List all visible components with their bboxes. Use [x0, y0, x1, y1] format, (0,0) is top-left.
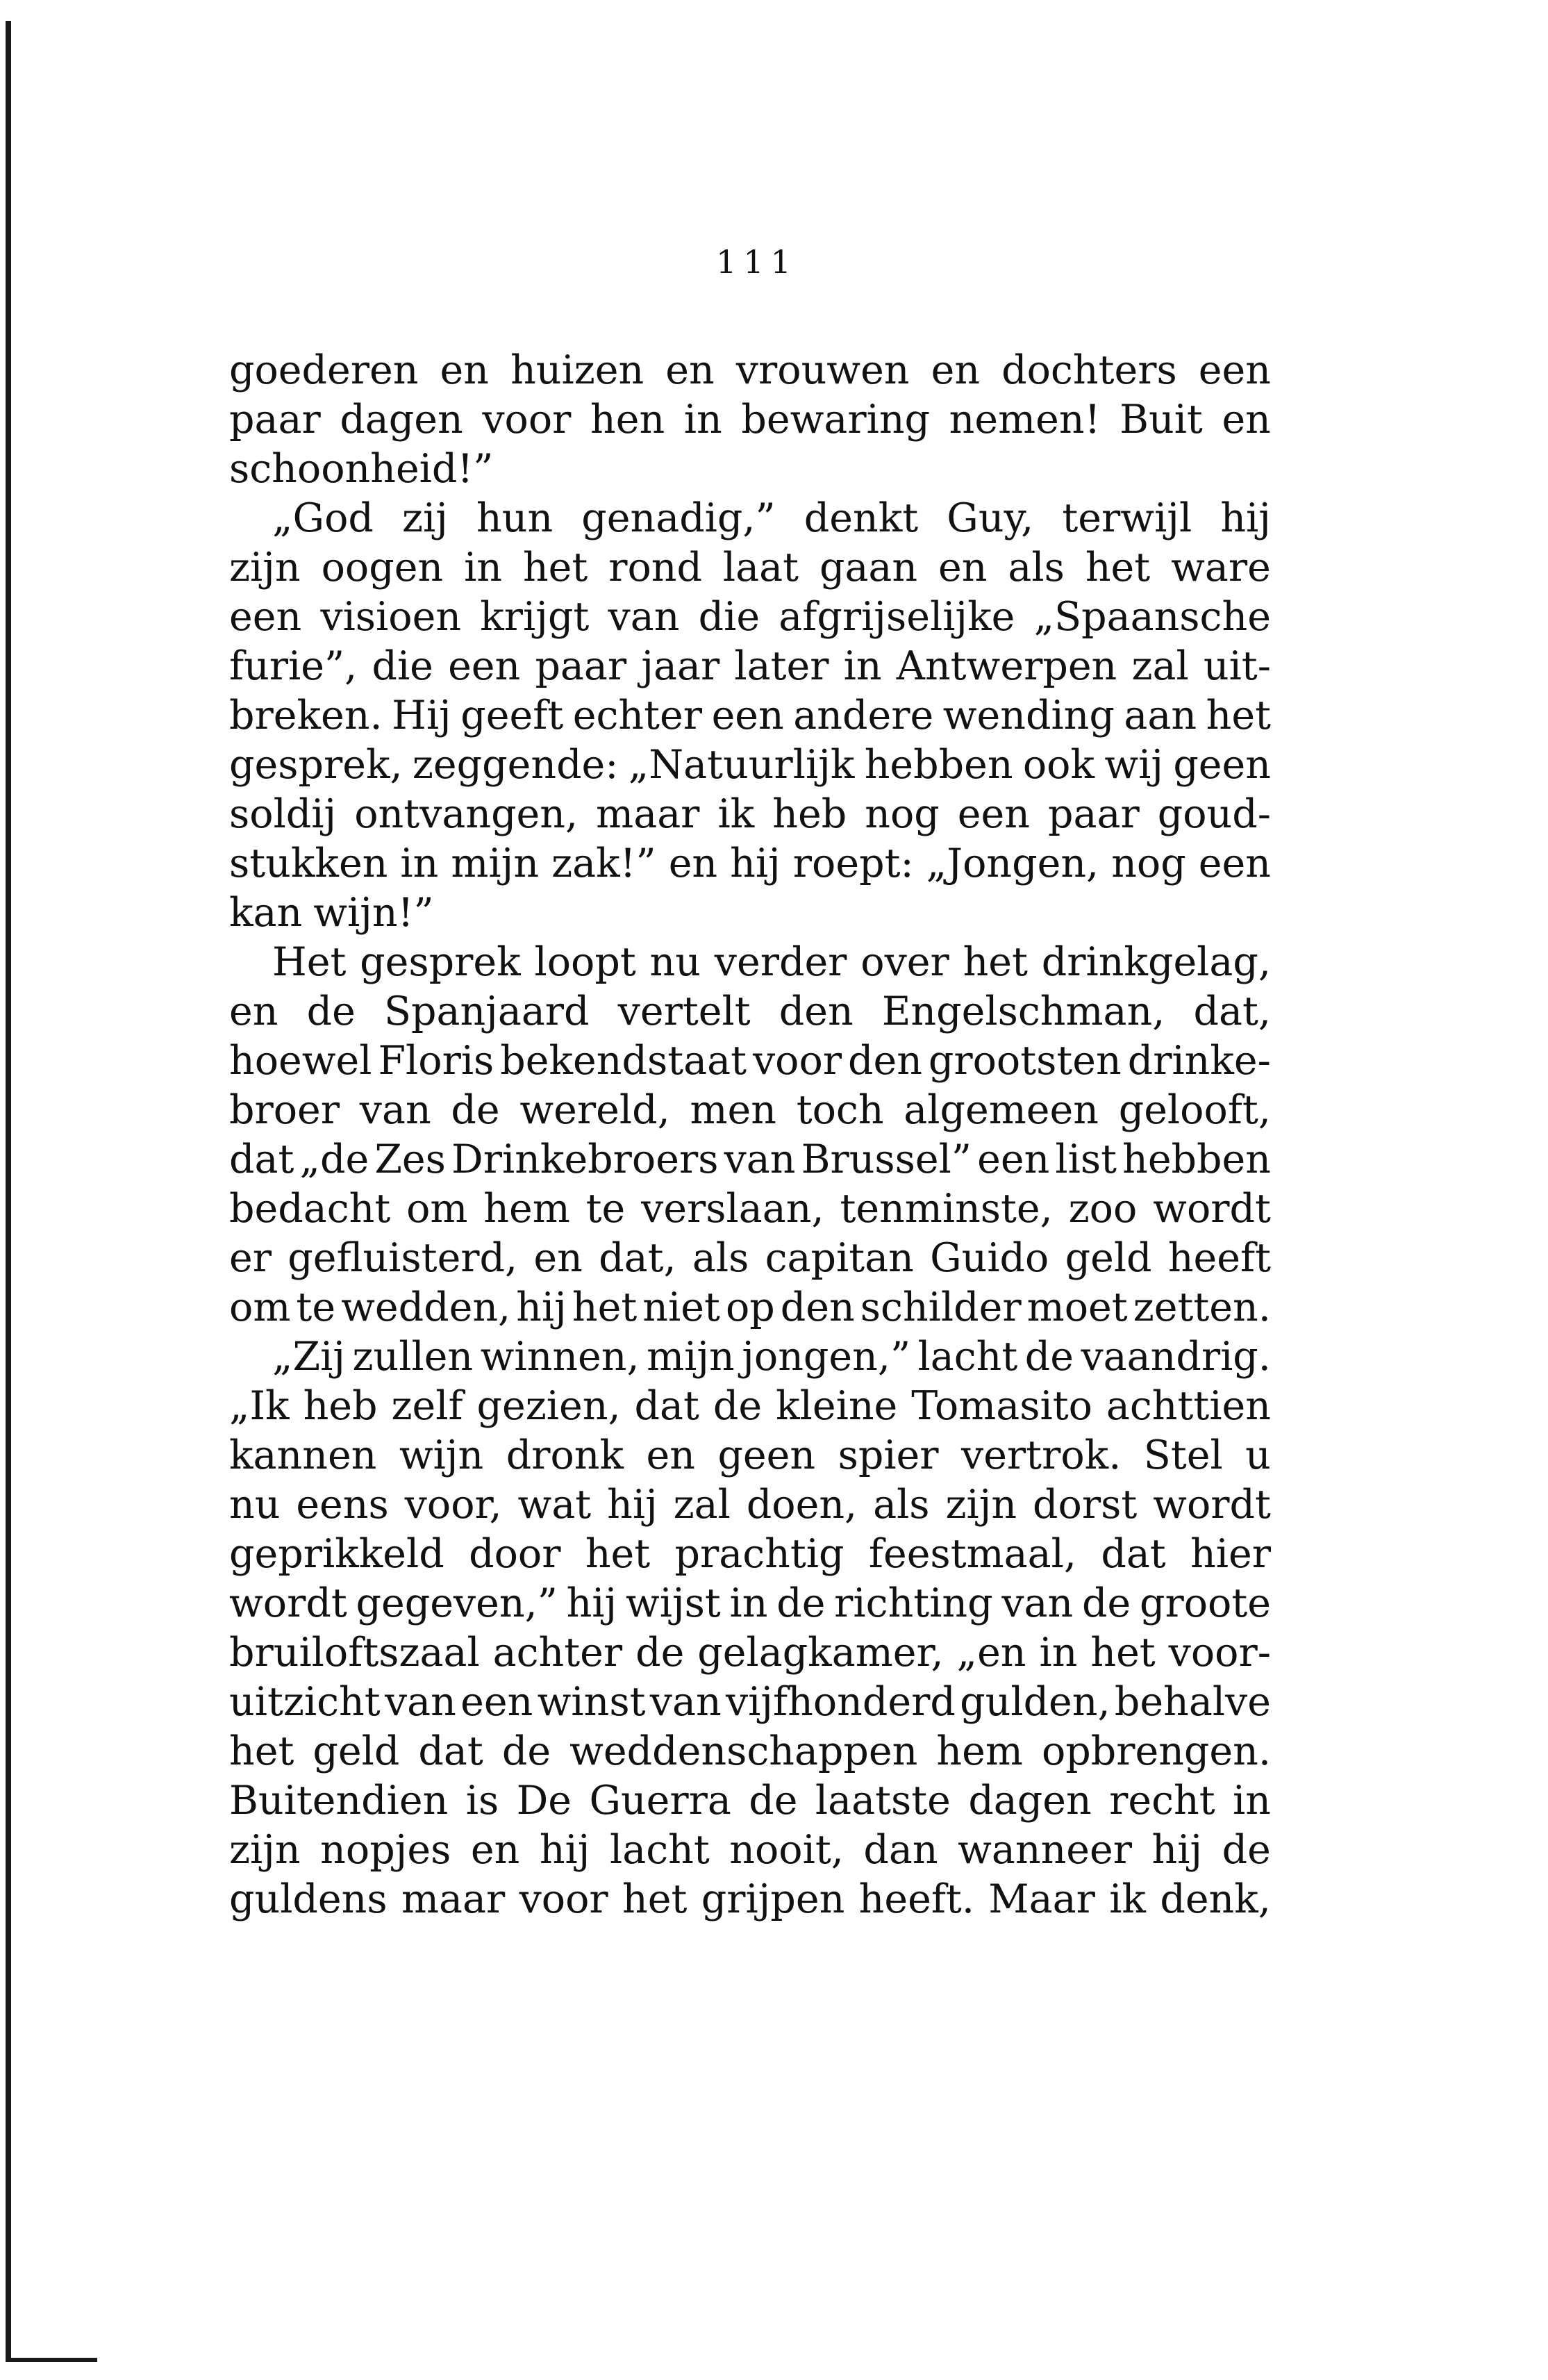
word: vaandrig.: [1081, 1334, 1271, 1380]
word: doen,: [746, 1482, 858, 1528]
word: een: [1198, 347, 1271, 393]
word: men: [690, 1087, 776, 1133]
word: wordt: [1153, 1186, 1271, 1232]
word: later: [734, 643, 829, 689]
word: geprikkeld: [229, 1531, 444, 1577]
word: u: [1245, 1432, 1271, 1478]
word: zal: [673, 1482, 731, 1528]
word: verslaan,: [641, 1186, 824, 1232]
word: bruiloftszaal: [229, 1630, 480, 1676]
word: de: [451, 1087, 500, 1133]
word: denkt: [804, 495, 919, 541]
word: stukken: [229, 841, 388, 886]
word: paar: [229, 397, 321, 443]
word: in: [400, 841, 439, 886]
word: andere: [793, 693, 934, 738]
word: hem: [936, 1728, 1023, 1774]
word: Hij: [392, 693, 451, 738]
word: geen: [717, 1432, 816, 1478]
word: De: [516, 1778, 572, 1824]
word: voor: [482, 397, 572, 443]
word: een: [460, 1679, 533, 1725]
word: Antwerpen: [896, 643, 1117, 689]
text-line: [229, 543, 1271, 593]
word: aan: [1124, 693, 1197, 738]
word: hun: [476, 495, 554, 541]
word: breken.: [229, 693, 383, 738]
word: krijgt: [480, 594, 590, 640]
text-line: [229, 1332, 1271, 1382]
word: prachtig: [674, 1531, 844, 1577]
word: er: [229, 1235, 272, 1281]
word: Het: [272, 939, 347, 985]
word: gezien,: [476, 1383, 621, 1429]
word: rond: [608, 545, 702, 590]
word: „Ik: [229, 1383, 290, 1429]
word: om: [406, 1186, 468, 1232]
word: een: [957, 791, 1030, 837]
word: goederen: [229, 347, 419, 393]
word: als: [1008, 545, 1065, 590]
word: „Zij: [272, 1334, 346, 1380]
word: een: [229, 594, 302, 640]
text-line: [229, 1678, 1271, 1727]
word: Zes: [374, 1137, 446, 1182]
word: lacht: [609, 1827, 710, 1873]
word: terwijl: [1062, 495, 1192, 541]
word: ware: [1171, 545, 1271, 590]
word: wanneer: [958, 1827, 1132, 1873]
word: en: [229, 989, 278, 1034]
word: Spanjaard: [383, 989, 590, 1034]
binding-edge-foot: [6, 2358, 97, 2362]
word: geld: [313, 1728, 400, 1774]
text-line: [229, 1382, 1271, 1431]
word: maar: [596, 791, 700, 837]
word: wereld,: [519, 1087, 670, 1133]
word: de: [749, 1778, 798, 1824]
word: van: [359, 1087, 431, 1133]
word: gesprek: [360, 939, 521, 985]
word: Brussel”: [801, 1137, 972, 1182]
word: winnen,: [480, 1334, 640, 1380]
word: laat: [722, 545, 799, 590]
word: in: [683, 397, 722, 443]
text-line: [229, 395, 1271, 445]
word: bedacht: [229, 1186, 391, 1232]
word: Guy,: [947, 495, 1034, 541]
word: visioen: [320, 594, 462, 640]
word: dan: [863, 1827, 938, 1873]
word: vijfhonderd: [725, 1679, 956, 1725]
word: nu: [229, 1482, 281, 1528]
text-line: [229, 445, 1271, 494]
word: als: [692, 1235, 749, 1281]
word: hier: [1190, 1531, 1271, 1577]
word: gegeven,”: [356, 1580, 558, 1626]
word: het: [622, 1876, 688, 1922]
word: de: [1222, 1827, 1271, 1873]
word: ontvangen,: [354, 791, 579, 837]
word: de: [1024, 1334, 1074, 1380]
text-line: [229, 987, 1271, 1036]
word: dagen: [340, 397, 463, 443]
text-line: [229, 741, 1271, 790]
word: van: [1001, 1580, 1074, 1626]
text-line: [229, 938, 1271, 987]
text-line: [229, 1875, 1271, 1924]
word: zullen: [352, 1334, 474, 1380]
word: hebben: [864, 742, 1013, 788]
text-line: [229, 346, 1271, 395]
word: de: [713, 1383, 763, 1429]
word: winst: [537, 1679, 646, 1725]
word: over: [860, 939, 949, 985]
word: hem: [483, 1186, 570, 1232]
word: zetten.: [1133, 1284, 1271, 1330]
text-line: [229, 1283, 1271, 1332]
word: ik: [717, 791, 755, 837]
word: zak!”: [551, 841, 656, 886]
word: zal: [1131, 643, 1189, 689]
text-line: [229, 839, 1271, 889]
word: moet: [1026, 1284, 1128, 1330]
word: als: [873, 1482, 930, 1528]
word: het: [1090, 1630, 1156, 1676]
word: het: [1085, 545, 1151, 590]
word: „Jongen,: [926, 841, 1099, 886]
text-line: [229, 1530, 1271, 1579]
word: uitzicht: [229, 1679, 381, 1725]
word: die: [372, 643, 433, 689]
body-text: [229, 346, 1271, 1924]
word: mijn: [647, 1334, 735, 1380]
word: gelooft,: [1118, 1087, 1271, 1133]
word: gefluisterd,: [288, 1235, 518, 1281]
word: het: [585, 1531, 651, 1577]
word: nooit,: [729, 1827, 844, 1873]
word: jongen,”: [742, 1334, 911, 1380]
text-line: [229, 1826, 1271, 1875]
word: list: [1055, 1137, 1117, 1182]
text-line: [229, 1579, 1271, 1628]
word: van: [649, 1679, 722, 1725]
word: verder: [714, 939, 847, 985]
word: algemeen: [904, 1087, 1099, 1133]
word: schoonheid!”: [229, 446, 494, 492]
word: dorst: [1033, 1482, 1138, 1528]
text-line: [229, 1628, 1271, 1678]
word: geeft: [460, 693, 564, 738]
word: wordt: [229, 1580, 347, 1626]
word: denk,: [1160, 1876, 1271, 1922]
word: voor,: [404, 1482, 502, 1528]
word: ook: [1022, 742, 1095, 788]
word: Tomasito: [911, 1383, 1092, 1429]
word: vertelt: [617, 989, 751, 1034]
text-line: [229, 1480, 1271, 1530]
word: de: [776, 1580, 826, 1626]
word: en: [646, 1432, 695, 1478]
word: dat: [229, 1137, 294, 1182]
word: schilder: [860, 1284, 1022, 1330]
word: hij: [1151, 1827, 1203, 1873]
word: achttien: [1106, 1383, 1271, 1429]
word: mijn: [451, 841, 540, 886]
word: spier: [838, 1432, 939, 1478]
word: het: [229, 1728, 294, 1774]
word: hij: [607, 1482, 658, 1528]
word: zij: [401, 495, 448, 541]
text-line: [229, 691, 1271, 741]
word: laatste: [815, 1778, 951, 1824]
word: gulden,: [960, 1679, 1110, 1725]
word: grijpen: [701, 1876, 845, 1922]
word: dat: [418, 1728, 483, 1774]
word: in: [1233, 1778, 1271, 1824]
word: gaan: [819, 545, 918, 590]
text-line: [229, 1727, 1271, 1776]
word: gelagkamer,: [697, 1630, 944, 1676]
word: „God: [272, 495, 374, 541]
word: dat: [634, 1383, 699, 1429]
word: zoo: [1068, 1186, 1138, 1232]
word: door: [469, 1531, 561, 1577]
word: hij: [1220, 495, 1271, 541]
word: Maar: [988, 1876, 1095, 1922]
word: wijn!”: [313, 890, 434, 936]
word: te: [296, 1284, 336, 1330]
word: zeggende:: [412, 742, 619, 788]
word: wijst: [625, 1580, 721, 1626]
text-line: [229, 1135, 1271, 1184]
word: zijn: [229, 1827, 301, 1873]
word: heeft: [1167, 1235, 1271, 1281]
text-line: [229, 642, 1271, 691]
word: heb: [303, 1383, 378, 1429]
word: dronk: [506, 1432, 624, 1478]
word: kannen: [229, 1432, 377, 1478]
word: en: [938, 545, 988, 590]
word: „Natuurlijk: [628, 742, 855, 788]
word: nu: [649, 939, 701, 985]
word: hoewel: [229, 1038, 372, 1084]
word: lacht: [917, 1334, 1018, 1380]
text-line: [229, 1234, 1271, 1283]
word: een: [977, 1137, 1050, 1182]
word: „de: [299, 1137, 369, 1182]
word: vrouwen: [735, 347, 910, 393]
word: nog: [865, 791, 940, 837]
word: richting: [834, 1580, 993, 1626]
word: guldens: [229, 1876, 388, 1922]
word: roept:: [792, 841, 914, 886]
word: paar: [1048, 791, 1140, 837]
word: hebben: [1122, 1137, 1271, 1182]
word: furie”,: [229, 643, 358, 689]
word: voor: [519, 1876, 608, 1922]
word: dat,: [599, 1235, 676, 1281]
text-line: [229, 1776, 1271, 1826]
word: zijn: [945, 1482, 1017, 1528]
word: om: [229, 1284, 291, 1330]
word: goud-: [1157, 791, 1271, 837]
word: paar: [535, 643, 627, 689]
word: op: [725, 1284, 775, 1330]
word: huizen: [510, 347, 644, 393]
word: in: [843, 643, 882, 689]
word: wordt: [1153, 1482, 1271, 1528]
word: soldij: [229, 791, 337, 837]
word: wending: [942, 693, 1115, 738]
word: geen: [1173, 742, 1271, 788]
word: het: [522, 545, 588, 590]
text-line: [229, 1036, 1271, 1086]
word: den: [779, 989, 854, 1034]
word: wat: [517, 1482, 592, 1528]
word: feestmaal,: [868, 1531, 1076, 1577]
word: en: [1222, 397, 1271, 443]
word: hen: [590, 397, 665, 443]
word: genadig,”: [581, 495, 776, 541]
word: het: [1206, 693, 1271, 738]
word: dat: [1101, 1531, 1166, 1577]
word: zelf: [391, 1383, 463, 1429]
word: broer: [229, 1087, 340, 1133]
word: niet: [642, 1284, 720, 1330]
word: hij: [566, 1580, 617, 1626]
word: het: [963, 939, 1028, 985]
word: bewaring: [741, 397, 931, 443]
word: nopjes: [320, 1827, 451, 1873]
word: hij: [539, 1827, 590, 1873]
word: opbrengen.: [1041, 1728, 1271, 1774]
word: nemen!: [949, 397, 1101, 443]
word: die: [698, 594, 760, 640]
word: geld: [1065, 1235, 1152, 1281]
word: jaar: [641, 643, 720, 689]
word: heeft.: [858, 1876, 974, 1922]
word: wijn: [399, 1432, 484, 1478]
word: voor-: [1168, 1630, 1271, 1676]
word: recht: [1109, 1778, 1215, 1824]
word: echter: [572, 693, 703, 738]
word: te: [585, 1186, 626, 1232]
word: gesprek,: [229, 742, 403, 788]
word: maar: [401, 1876, 506, 1922]
word: nog: [1111, 841, 1186, 886]
word: heb: [772, 791, 847, 837]
word: wedden,: [341, 1284, 511, 1330]
word: Guerra: [589, 1778, 731, 1824]
word: Drinkebroers: [451, 1137, 719, 1182]
word: achter: [492, 1630, 623, 1676]
word: een: [711, 693, 784, 738]
text-line: [229, 1431, 1271, 1480]
word: Guido: [930, 1235, 1049, 1281]
word: van: [608, 594, 680, 640]
word: groote: [1139, 1580, 1271, 1626]
word: en: [665, 347, 715, 393]
text-line: [229, 790, 1271, 839]
word: eens: [296, 1482, 389, 1528]
word: de: [635, 1630, 685, 1676]
word: is: [465, 1778, 499, 1824]
word: zijn: [229, 545, 301, 590]
word: dagen: [968, 1778, 1092, 1824]
word: en: [470, 1827, 520, 1873]
word: bekendstaat: [500, 1038, 747, 1084]
word: Floris: [378, 1038, 494, 1084]
word: uit-: [1203, 643, 1271, 689]
word: kleine: [776, 1383, 898, 1429]
word: vertrok.: [961, 1432, 1122, 1478]
word: loopt: [534, 939, 636, 985]
text-line: [229, 1184, 1271, 1234]
text-line: [229, 1086, 1271, 1135]
word: en: [931, 347, 981, 393]
word: en: [668, 841, 718, 886]
word: „Spaansche: [1033, 594, 1271, 640]
word: het: [572, 1284, 638, 1330]
word: in: [464, 545, 503, 590]
word: „en: [956, 1630, 1026, 1676]
word: een: [1198, 841, 1271, 886]
word: capitan: [765, 1235, 914, 1281]
word: in: [1039, 1630, 1078, 1676]
text-line: [229, 494, 1271, 543]
word: afgrijselijke: [779, 594, 1015, 640]
word: weddenschappen: [569, 1728, 918, 1774]
word: Engelschman,: [881, 989, 1165, 1034]
text-line: [229, 889, 1271, 938]
text-line: [229, 593, 1271, 642]
word: in: [729, 1580, 768, 1626]
page-number: 111: [716, 243, 798, 281]
word: ik: [1109, 1876, 1146, 1922]
word: hij: [516, 1284, 567, 1330]
word: hij: [730, 841, 781, 886]
word: den: [847, 1038, 922, 1084]
word: grootsten: [928, 1038, 1122, 1084]
word: de: [1082, 1580, 1131, 1626]
word: en: [440, 347, 489, 393]
word: tenminste,: [840, 1186, 1053, 1232]
word: toch: [796, 1087, 884, 1133]
word: oogen: [321, 545, 444, 590]
word: drinkgelag,: [1041, 939, 1271, 985]
word: kan: [229, 890, 303, 936]
word: drinke-: [1127, 1038, 1271, 1084]
word: de: [501, 1728, 551, 1774]
word: dochters: [1001, 347, 1177, 393]
word: de: [306, 989, 356, 1034]
binding-edge: [6, 21, 11, 2362]
word: van: [384, 1679, 456, 1725]
word: Stel: [1143, 1432, 1223, 1478]
word: Buitendien: [229, 1778, 449, 1824]
word: Buit: [1120, 397, 1203, 443]
word: van: [724, 1137, 796, 1182]
word: behalve: [1114, 1679, 1271, 1725]
word: voor: [752, 1038, 842, 1084]
word: den: [780, 1284, 855, 1330]
word: een: [448, 643, 521, 689]
word: wij: [1104, 742, 1164, 788]
word: en: [533, 1235, 583, 1281]
word: dat,: [1193, 989, 1271, 1034]
